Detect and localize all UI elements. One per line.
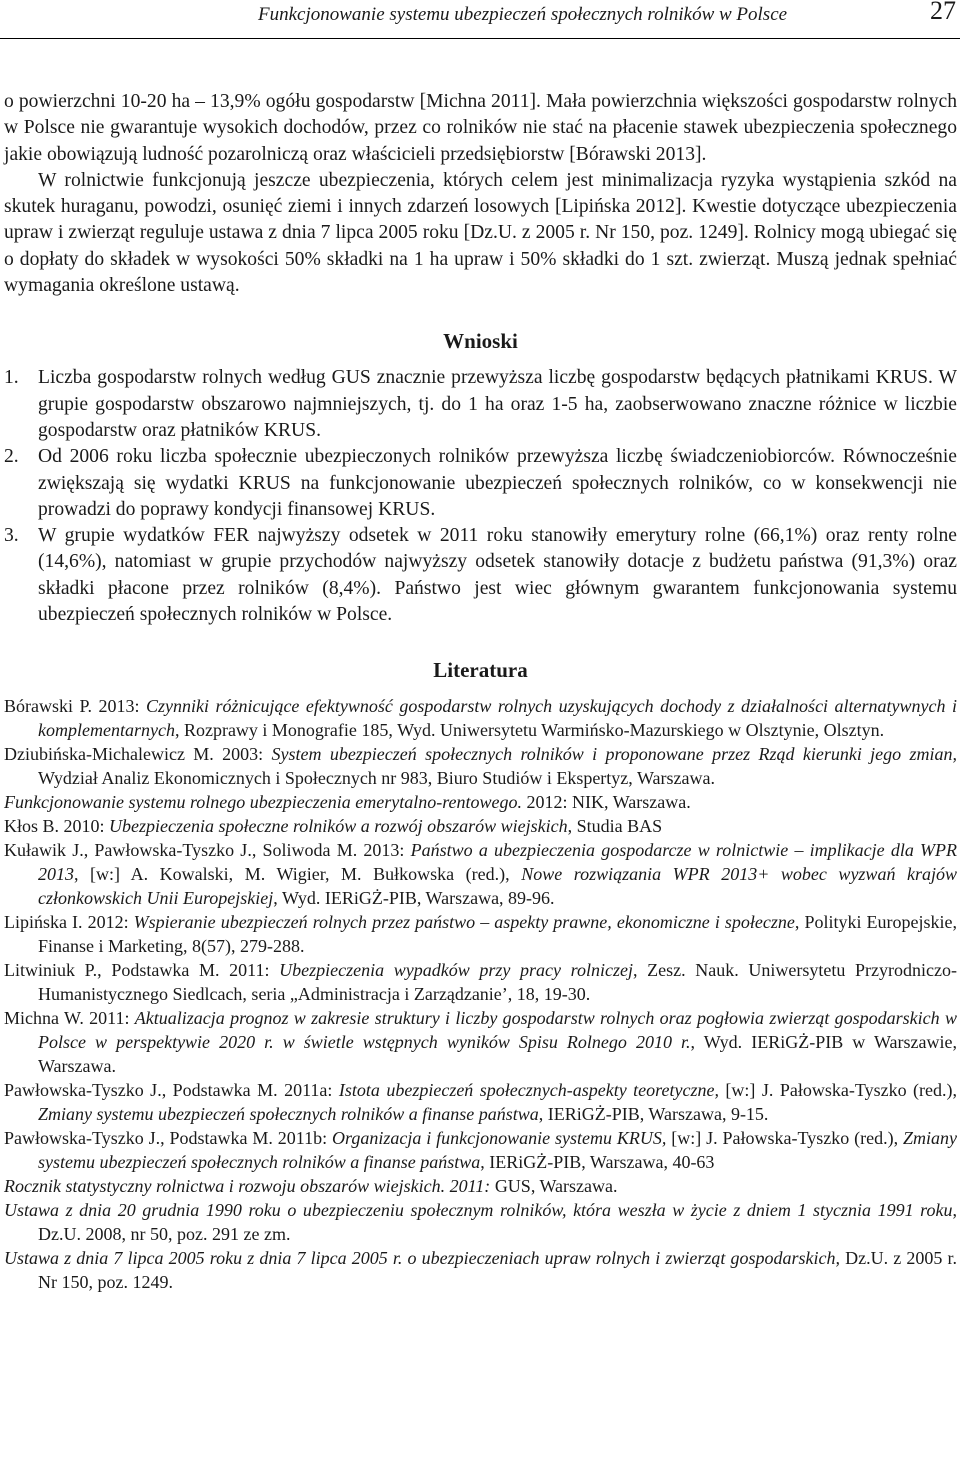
reference-book-title: Zmiany systemu ubezpieczeń społecznych rolników a finanse państwa: [38, 1128, 957, 1173]
reference-authors: Michna W. 2011:: [4, 1008, 135, 1029]
reference-item: [4, 1126, 957, 1174]
conclusion-number: 1.: [4, 367, 19, 389]
reference-authors: Kuławik J., Pawłowska-Tyszko J., Soliwoda M. 2013:: [4, 840, 411, 861]
reference-title: Ustawa z dnia 7 lipca 2005 roku z dnia 7 lipca 2005 r. o ubezpieczeniach upraw rolnych i zwierząt gospodarskich,: [4, 1248, 841, 1269]
reference-title: Wspieranie ubezpieczeń rolnych przez państwo – aspekty prawne, ekonomiczne i społeczne: [133, 912, 795, 933]
conclusion-item: [4, 444, 957, 523]
reference-authors: Dziubińska-Michalewicz M. 2003:: [4, 744, 272, 765]
reference-authors: Bórawski P. 2013:: [4, 696, 146, 717]
reference-book-title: Zmiany systemu ubezpieczeń społecznych rolników a finanse państwa: [38, 1104, 539, 1125]
reference-publisher: , IERiGŻ-PIB, Warszawa, 40-63: [480, 1152, 715, 1173]
reference-details: , [w:] A. Kowalski, M. Wigier, M. Bułkowska (red.),: [74, 864, 522, 885]
references-list: [4, 694, 957, 1294]
reference-details: Wydział Analiz Ekonomicznych i Społecznych nr 983, Biuro Studiów i Ekspertyz, Warszawa.: [38, 768, 715, 789]
reference-item: [4, 958, 957, 1006]
reference-details: Dz.U. z 2005 r. Nr 150, poz. 1249.: [38, 1248, 957, 1293]
reference-item: [4, 1006, 957, 1078]
conclusion-number: 2.: [4, 446, 19, 468]
reference-details: , Wyd. IERiGŻ-PIB w Warszawie, Warszawa.: [38, 1032, 957, 1077]
reference-details: , Studia BAS: [567, 816, 663, 837]
reference-item: [4, 694, 957, 742]
page-number: 27: [930, 0, 956, 25]
reference-title: Ubezpieczenia wypadków przy pracy rolniczej: [279, 960, 633, 981]
header-rule: [0, 38, 960, 39]
reference-title: Państwo a ubezpieczenia gospodarcze w rolnictwie – implikacje dla WPR 2013: [38, 840, 957, 885]
reference-item: [4, 1198, 957, 1246]
reference-item: [4, 910, 957, 958]
conclusion-number: 3.: [4, 525, 19, 547]
reference-title: Rocznik statystyczny rolnictwa i rozwoju obszarów wiejskich. 2011:: [4, 1176, 491, 1197]
conclusion-text: Od 2006 roku liczba społecznie ubezpieczonych rolników przewyższa liczbę świadczeniobiorców. Równocześnie zwiększają się wydatki KRUS na funkcjonowanie ubezpieczeń społecznych rolników, co w konsekwencji nie prowadzi do poprawy kondycji finansowej KRUS.: [38, 446, 957, 520]
conclusion-text: Liczba gospodarstw rolnych według GUS znacznie przewyższa liczbę gospodarstw będących płatnikami KRUS. W grupie gospodarstw obszarowo najmniejszych, tj. do 1 ha oraz 1-5 ha, zaobserwowano znaczne różnice w liczbie gospodarstw oraz płatników KRUS.: [38, 367, 957, 441]
reference-publisher: , IERiGŻ-PIB, Warszawa, 9-15.: [538, 1104, 769, 1125]
running-header: [0, 0, 960, 38]
reference-item: [4, 838, 957, 910]
paragraph-2: W rolnictwie funkcjonują jeszcze ubezpieczenia, których celem jest minimalizacja ryzyka wystąpienia szkód na skutek huraganu, powodzi, osunięć ziemi i innych zdarzeń losowych [Lipińska 2012]. Kwestie dotyczące ubezpieczenia upraw i zwierząt reguluje ustawa z dnia 7 lipca 2005 roku [Dz.U. z 2005 r. Nr 150, poz. 1249]. Rolnicy mogą ubiegać się o dopłaty do składek w wysokości 50% składki na 1 ha upraw i 50% składki do 1 szt. zwierząt. Muszą jednak spełniać wymagania określone ustawą.: [4, 169, 957, 297]
reference-item: [4, 1078, 957, 1126]
reference-item: [4, 1246, 957, 1294]
reference-details: [w:] J. Pałowska-Tyszko (red.),: [718, 1080, 958, 1101]
page-body: [4, 89, 957, 1294]
reference-authors: Pawłowska-Tyszko J., Podstawka M. 2011b:: [4, 1128, 332, 1149]
references-heading: Literatura: [433, 658, 528, 683]
conclusions-heading: Wnioski: [443, 329, 518, 354]
reference-authors: Kłos B. 2010:: [4, 816, 110, 837]
reference-title: System ubezpieczeń społecznych rolników i proponowane przez Rząd kierunki jego zmian,: [271, 744, 958, 765]
reference-title: Ustawa z dnia 20 grudnia 1990 roku o ubezpieczeniu społecznym rolników, która weszła w życie z dniem 1 stycznia 1991 roku: [4, 1200, 953, 1221]
reference-details: , Polityki Europejskie, Finanse i Marketing, 8(57), 279-288.: [38, 912, 957, 957]
reference-item: [4, 742, 957, 790]
reference-authors: Litwiniuk P., Podstawka M. 2011:: [4, 960, 280, 981]
reference-title: Czynniki różnicujące efektywność gospodarstw rolnych uzyskujących dochody z działalności alternatywnych i komplementarnych: [38, 696, 957, 741]
reference-item: [4, 814, 957, 838]
running-title: Funkcjonowanie systemu ubezpieczeń społecznych rolników w Polsce: [258, 4, 788, 25]
reference-details: , Zesz. Nauk. Uniwersytetu Przyrodniczo-Humanistycznego Siedlcach, seria „Administracja i Zarządzanie’, 18, 19-30.: [38, 960, 957, 1005]
reference-authors: Lipińska I. 2012:: [4, 912, 134, 933]
reference-book-title: Nowe rozwiązania WPR 2013+ wobec wyzwań krajów członkowskich Unii Europejskiej: [38, 864, 957, 909]
conclusion-item: [4, 523, 957, 628]
reference-details: [w:] J. Pałowska-Tyszko (red.),: [666, 1128, 903, 1149]
conclusion-item: [4, 365, 957, 444]
reference-title: Funkcjonowanie systemu rolnego ubezpieczenia emerytalno-rentowego.: [4, 792, 523, 813]
reference-details: , Dz.U. 2008, nr 50, poz. 291 ze zm.: [38, 1200, 957, 1245]
reference-item: [4, 790, 957, 814]
reference-authors: Pawłowska-Tyszko J., Podstawka M. 2011a:: [4, 1080, 339, 1101]
reference-title: Istota ubezpieczeń społecznych-aspekty teoretyczne,: [338, 1080, 719, 1101]
reference-title: Aktualizacja prognoz w zakresie struktury i liczby gospodarstw rolnych oraz pogłowia zwierząt gospodarskich w Polsce w perspektywie 2020 r. w świetle wstępnych wyników Spisu Rolnego 2010 r.: [38, 1008, 957, 1053]
reference-details: GUS, Warszawa.: [490, 1176, 618, 1197]
reference-publisher: , Wyd. IERiGŻ-PIB, Warszawa, 89-96.: [273, 888, 555, 909]
reference-title: Ubezpieczenia społeczne rolników a rozwój obszarów wiejskich: [109, 816, 568, 837]
paragraph-1: o powierzchni 10-20 ha – 13,9% ogółu gospodarstw [Michna 2011]. Mała powierzchnia większości gospodarstw rolnych w Polsce nie gwarantuje wysokich dochodów, przez co rolników nie stać na płacenie stawek ubezpieczenia społecznego jakie obowiązują ludność pozarolniczą oraz właścicieli przedsiębiorstw [Bórawski 2013].: [4, 91, 957, 165]
conclusions-list: [4, 365, 957, 628]
reference-details: , Rozprawy i Monografie 185, Wyd. Uniwersytetu Warmińsko-Mazurskiego w Olsztynie, Olsztyn.: [174, 720, 885, 741]
reference-title: Organizacja i funkcjonowanie systemu KRUS,: [332, 1128, 667, 1149]
reference-item: [4, 1174, 957, 1198]
reference-details: 2012: NIK, Warszawa.: [522, 792, 691, 813]
conclusion-text: W grupie wydatków FER najwyższy odsetek w 2011 roku stanowiły emerytury rolne (66,1%) oraz renty rolne (14,6%), natomiast w grupie przychodów najwyższy odsetek stanowiły dotacje z budżetu państwa (91,3%) oraz składki płacone przez rolników (8,4%). Państwo jest wiec głównym gwarantem funkcjonowania systemu ubezpieczeń społecznych rolników w Polsce.: [38, 525, 957, 626]
